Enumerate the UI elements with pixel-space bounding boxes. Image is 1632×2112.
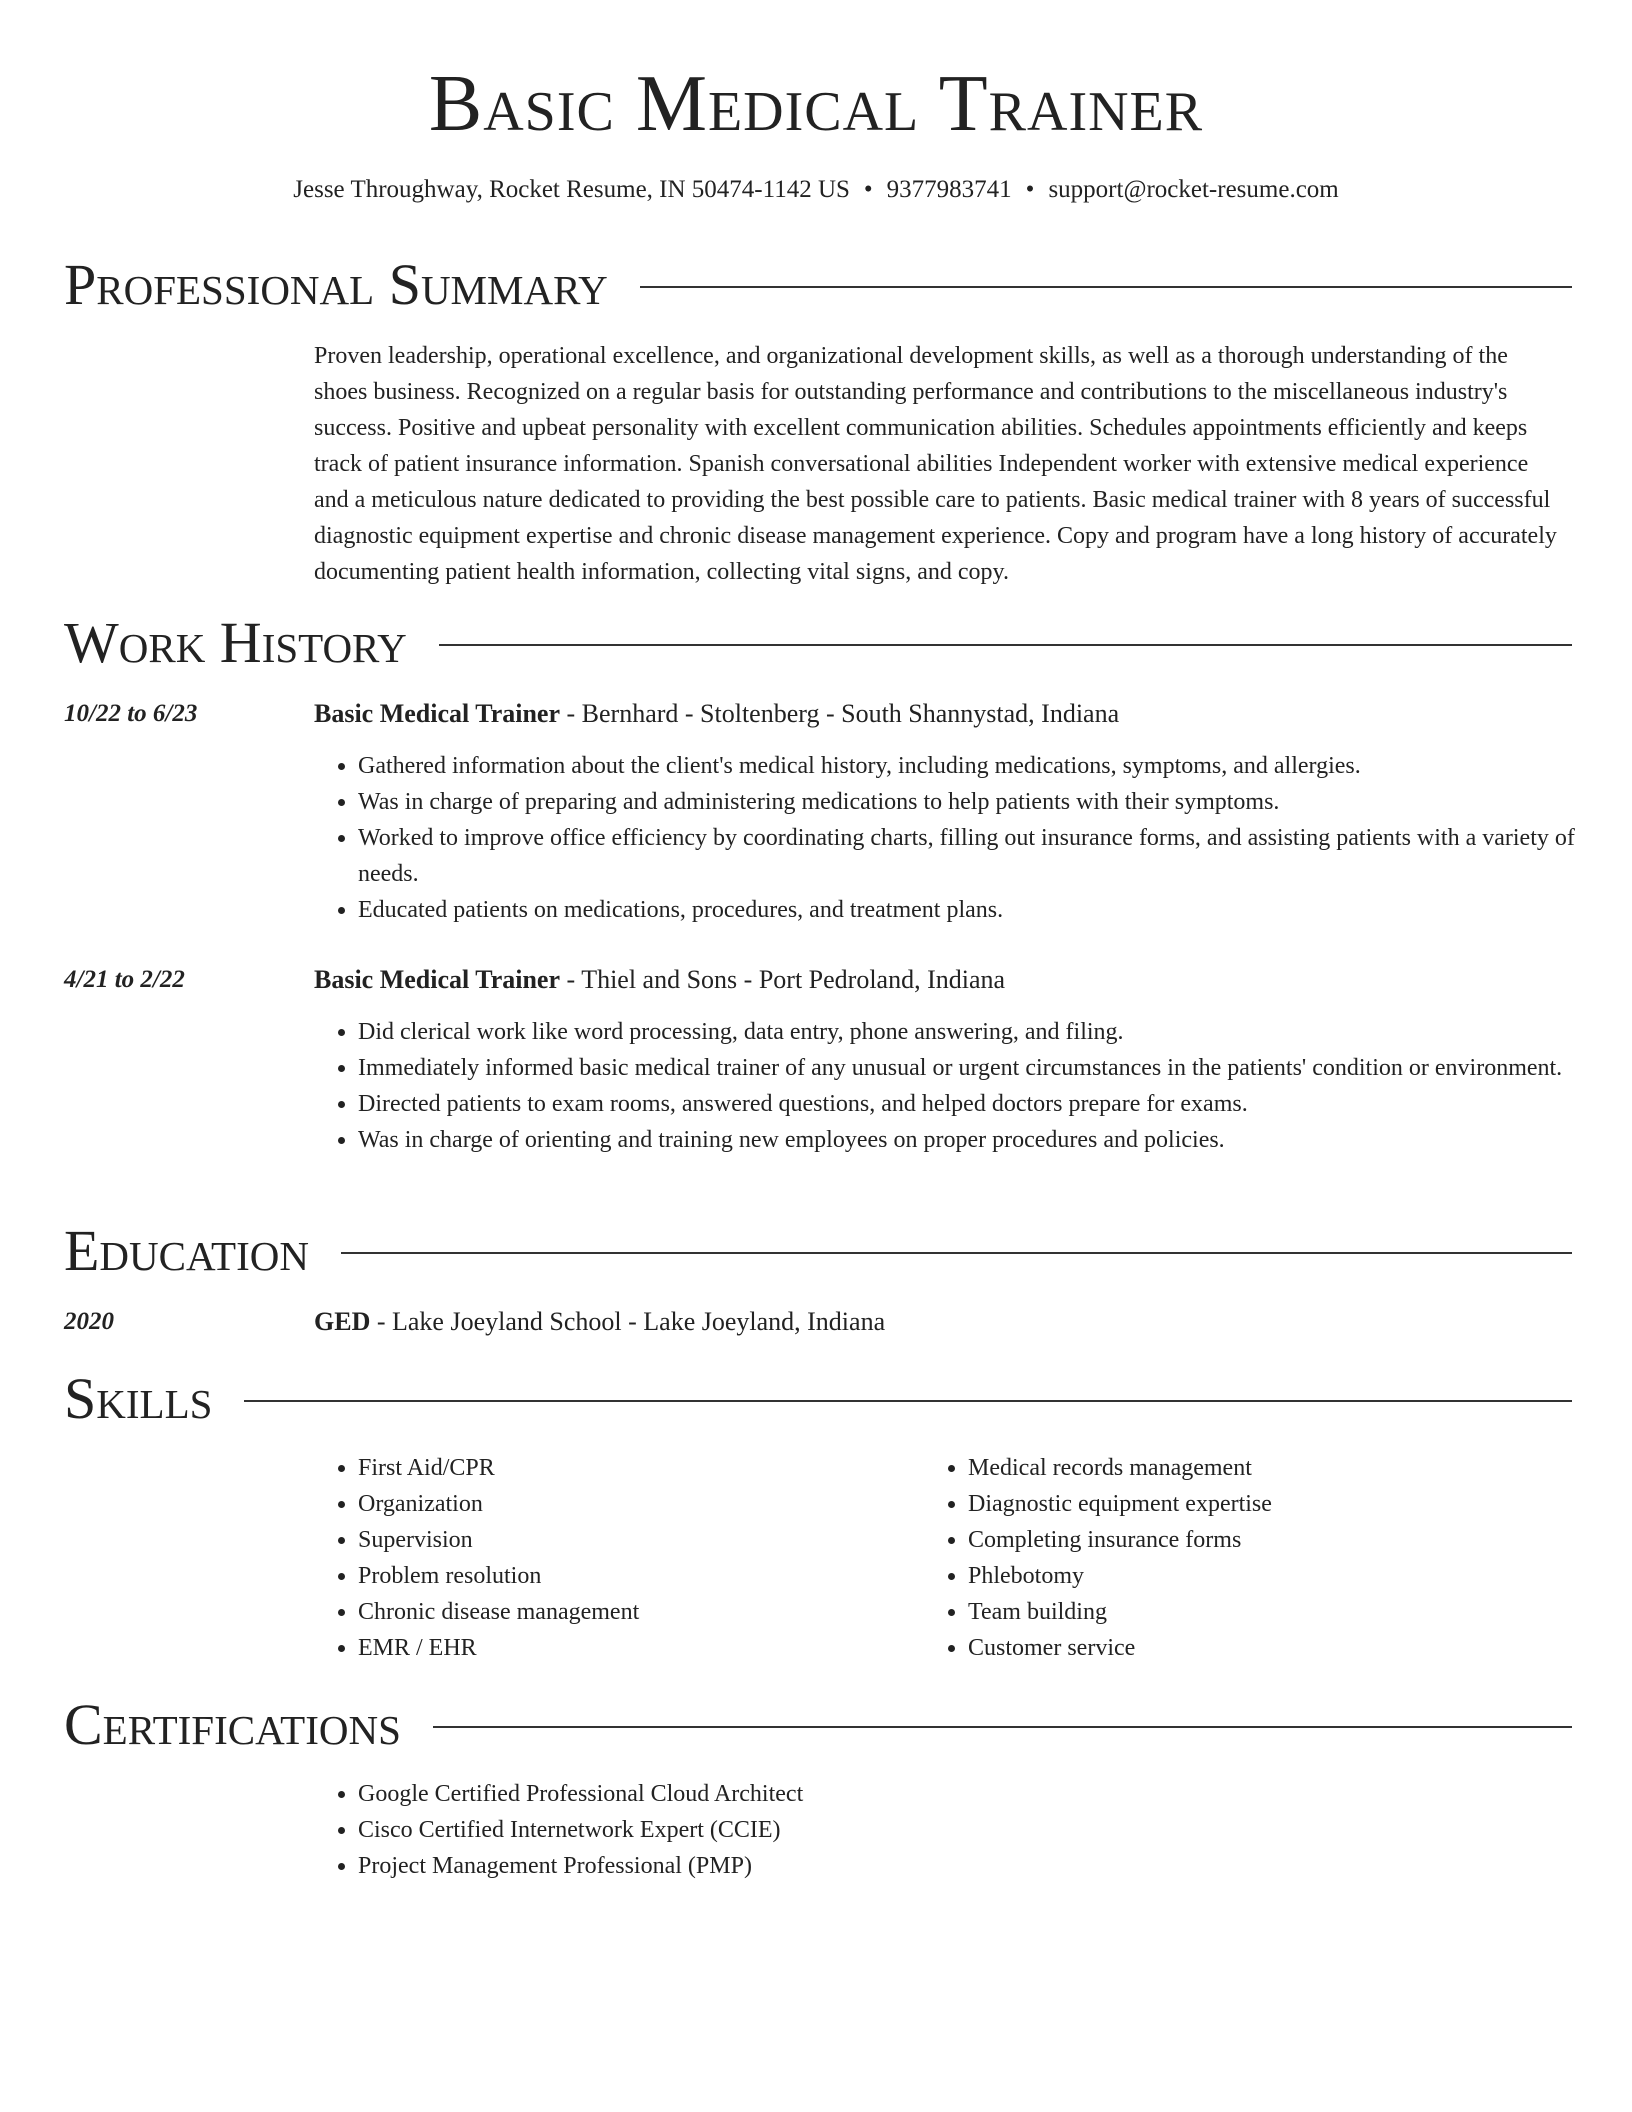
section-title: Professional Summary: [64, 252, 608, 317]
job-bullet: • Did clerical work like word processing, data entry, phone answering, and filing.: [358, 1014, 1608, 1050]
job-heading: [314, 962, 1005, 998]
skill-item: • Problem resolution: [358, 1558, 918, 1594]
summary-text: Proven leadership, operational excellence, and organizational development skills, as well as a thorough understanding of the shoes business. Recognized on a regular basis for outstanding performance and contributions to the miscellaneous industry's success. Positive and upbeat personality with excellent communication abilities. Schedules appointments efficiently and keeps track of patient insurance information. Spanish conversational abilities Independent worker with extensive medical experience and a meticulous nature dedicated to providing the best possible care to patients. Basic medical trainer with 8 years of successful diagnostic equipment expertise and chronic disease management experience. Copy and program have a long history of accurately documenting patient health information, collecting vital signs, and copy.: [314, 343, 1557, 585]
section-title: Work History: [64, 610, 407, 675]
contact-email: support@rocket-resume.com: [1048, 176, 1339, 203]
contact-separator: •: [1025, 176, 1035, 203]
education-year: 2020: [64, 1308, 114, 1335]
job-bullets: [314, 1014, 1608, 1158]
skill-item: • First Aid/CPR: [358, 1450, 918, 1486]
certification-item: • Google Certified Professional Cloud Architect: [358, 1776, 1608, 1812]
skill-item: • EMR / EHR: [358, 1630, 918, 1666]
certifications-list: [314, 1776, 1608, 1884]
section-title: Education: [64, 1218, 309, 1283]
section-title: Certifications: [64, 1692, 401, 1757]
job-dates: 4/21 to 2/22: [64, 966, 185, 993]
job-bullet: • Gathered information about the client's medical history, including medications, symptoms, and allergies.: [358, 748, 1608, 784]
section-divider: [439, 644, 1572, 646]
education-degree: GED: [314, 1307, 371, 1336]
job-title: Basic Medical Trainer: [314, 699, 560, 728]
skill-item: • Team building: [968, 1594, 1568, 1630]
skill-item: • Medical records management: [968, 1450, 1568, 1486]
contact-line: [0, 172, 1632, 208]
skill-item: • Customer service: [968, 1630, 1568, 1666]
section-divider: [341, 1252, 1572, 1254]
education-heading: [314, 1304, 885, 1340]
skills-list-left: [314, 1450, 918, 1666]
job-heading: [314, 696, 1119, 732]
skill-item: • Diagnostic equipment expertise: [968, 1486, 1568, 1522]
certification-item: • Project Management Professional (PMP): [358, 1848, 1608, 1884]
contact-separator: •: [863, 176, 873, 203]
job-bullet: • Immediately informed basic medical trainer of any unusual or urgent circumstances in the patients' condition or environment.: [358, 1050, 1608, 1086]
section-education-heading: [64, 1216, 1572, 1286]
section-work-heading: [64, 608, 1572, 678]
section-divider: [640, 286, 1572, 288]
skill-item: • Supervision: [358, 1522, 918, 1558]
job-bullet: • Educated patients on medications, procedures, and treatment plans.: [358, 892, 1608, 928]
section-certifications-heading: [64, 1690, 1572, 1760]
job-bullets: [314, 748, 1608, 928]
skill-item: • Chronic disease management: [358, 1594, 918, 1630]
job-details: - Thiel and Sons - Port Pedroland, Indiana: [560, 965, 1006, 994]
job-details: - Bernhard - Stoltenberg - South Shannystad, Indiana: [560, 699, 1120, 728]
skill-item: • Phlebotomy: [968, 1558, 1568, 1594]
education-details: - Lake Joeyland School - Lake Joeyland, Indiana: [370, 1307, 886, 1336]
skill-item: • Completing insurance forms: [968, 1522, 1568, 1558]
contact-address: Jesse Throughway, Rocket Resume, IN 50474-1142 US: [293, 176, 850, 203]
section-summary-heading: [64, 250, 1572, 320]
skill-item: • Organization: [358, 1486, 918, 1522]
section-skills-heading: [64, 1364, 1572, 1434]
section-divider: [244, 1400, 1572, 1402]
resume-title: Basic Medical Trainer: [428, 60, 1204, 148]
job-bullet: • Directed patients to exam rooms, answered questions, and helped doctors prepare for exams.: [358, 1086, 1608, 1122]
contact-phone: 9377983741: [886, 176, 1012, 203]
job-title: Basic Medical Trainer: [314, 965, 560, 994]
section-title: Skills: [64, 1366, 213, 1431]
job-bullet: • Was in charge of orienting and training new employees on proper procedures and policies.: [358, 1122, 1608, 1158]
section-divider: [433, 1726, 1572, 1728]
job-bullet: • Was in charge of preparing and administering medications to help patients with their symptoms.: [358, 784, 1608, 820]
skills-list-right: [924, 1450, 1568, 1666]
certification-item: • Cisco Certified Internetwork Expert (CCIE): [358, 1812, 1608, 1848]
job-dates: 10/22 to 6/23: [64, 700, 198, 727]
job-bullet: • Worked to improve office efficiency by coordinating charts, filling out insurance forms, and assisting patients with a variety of needs.: [358, 820, 1608, 892]
